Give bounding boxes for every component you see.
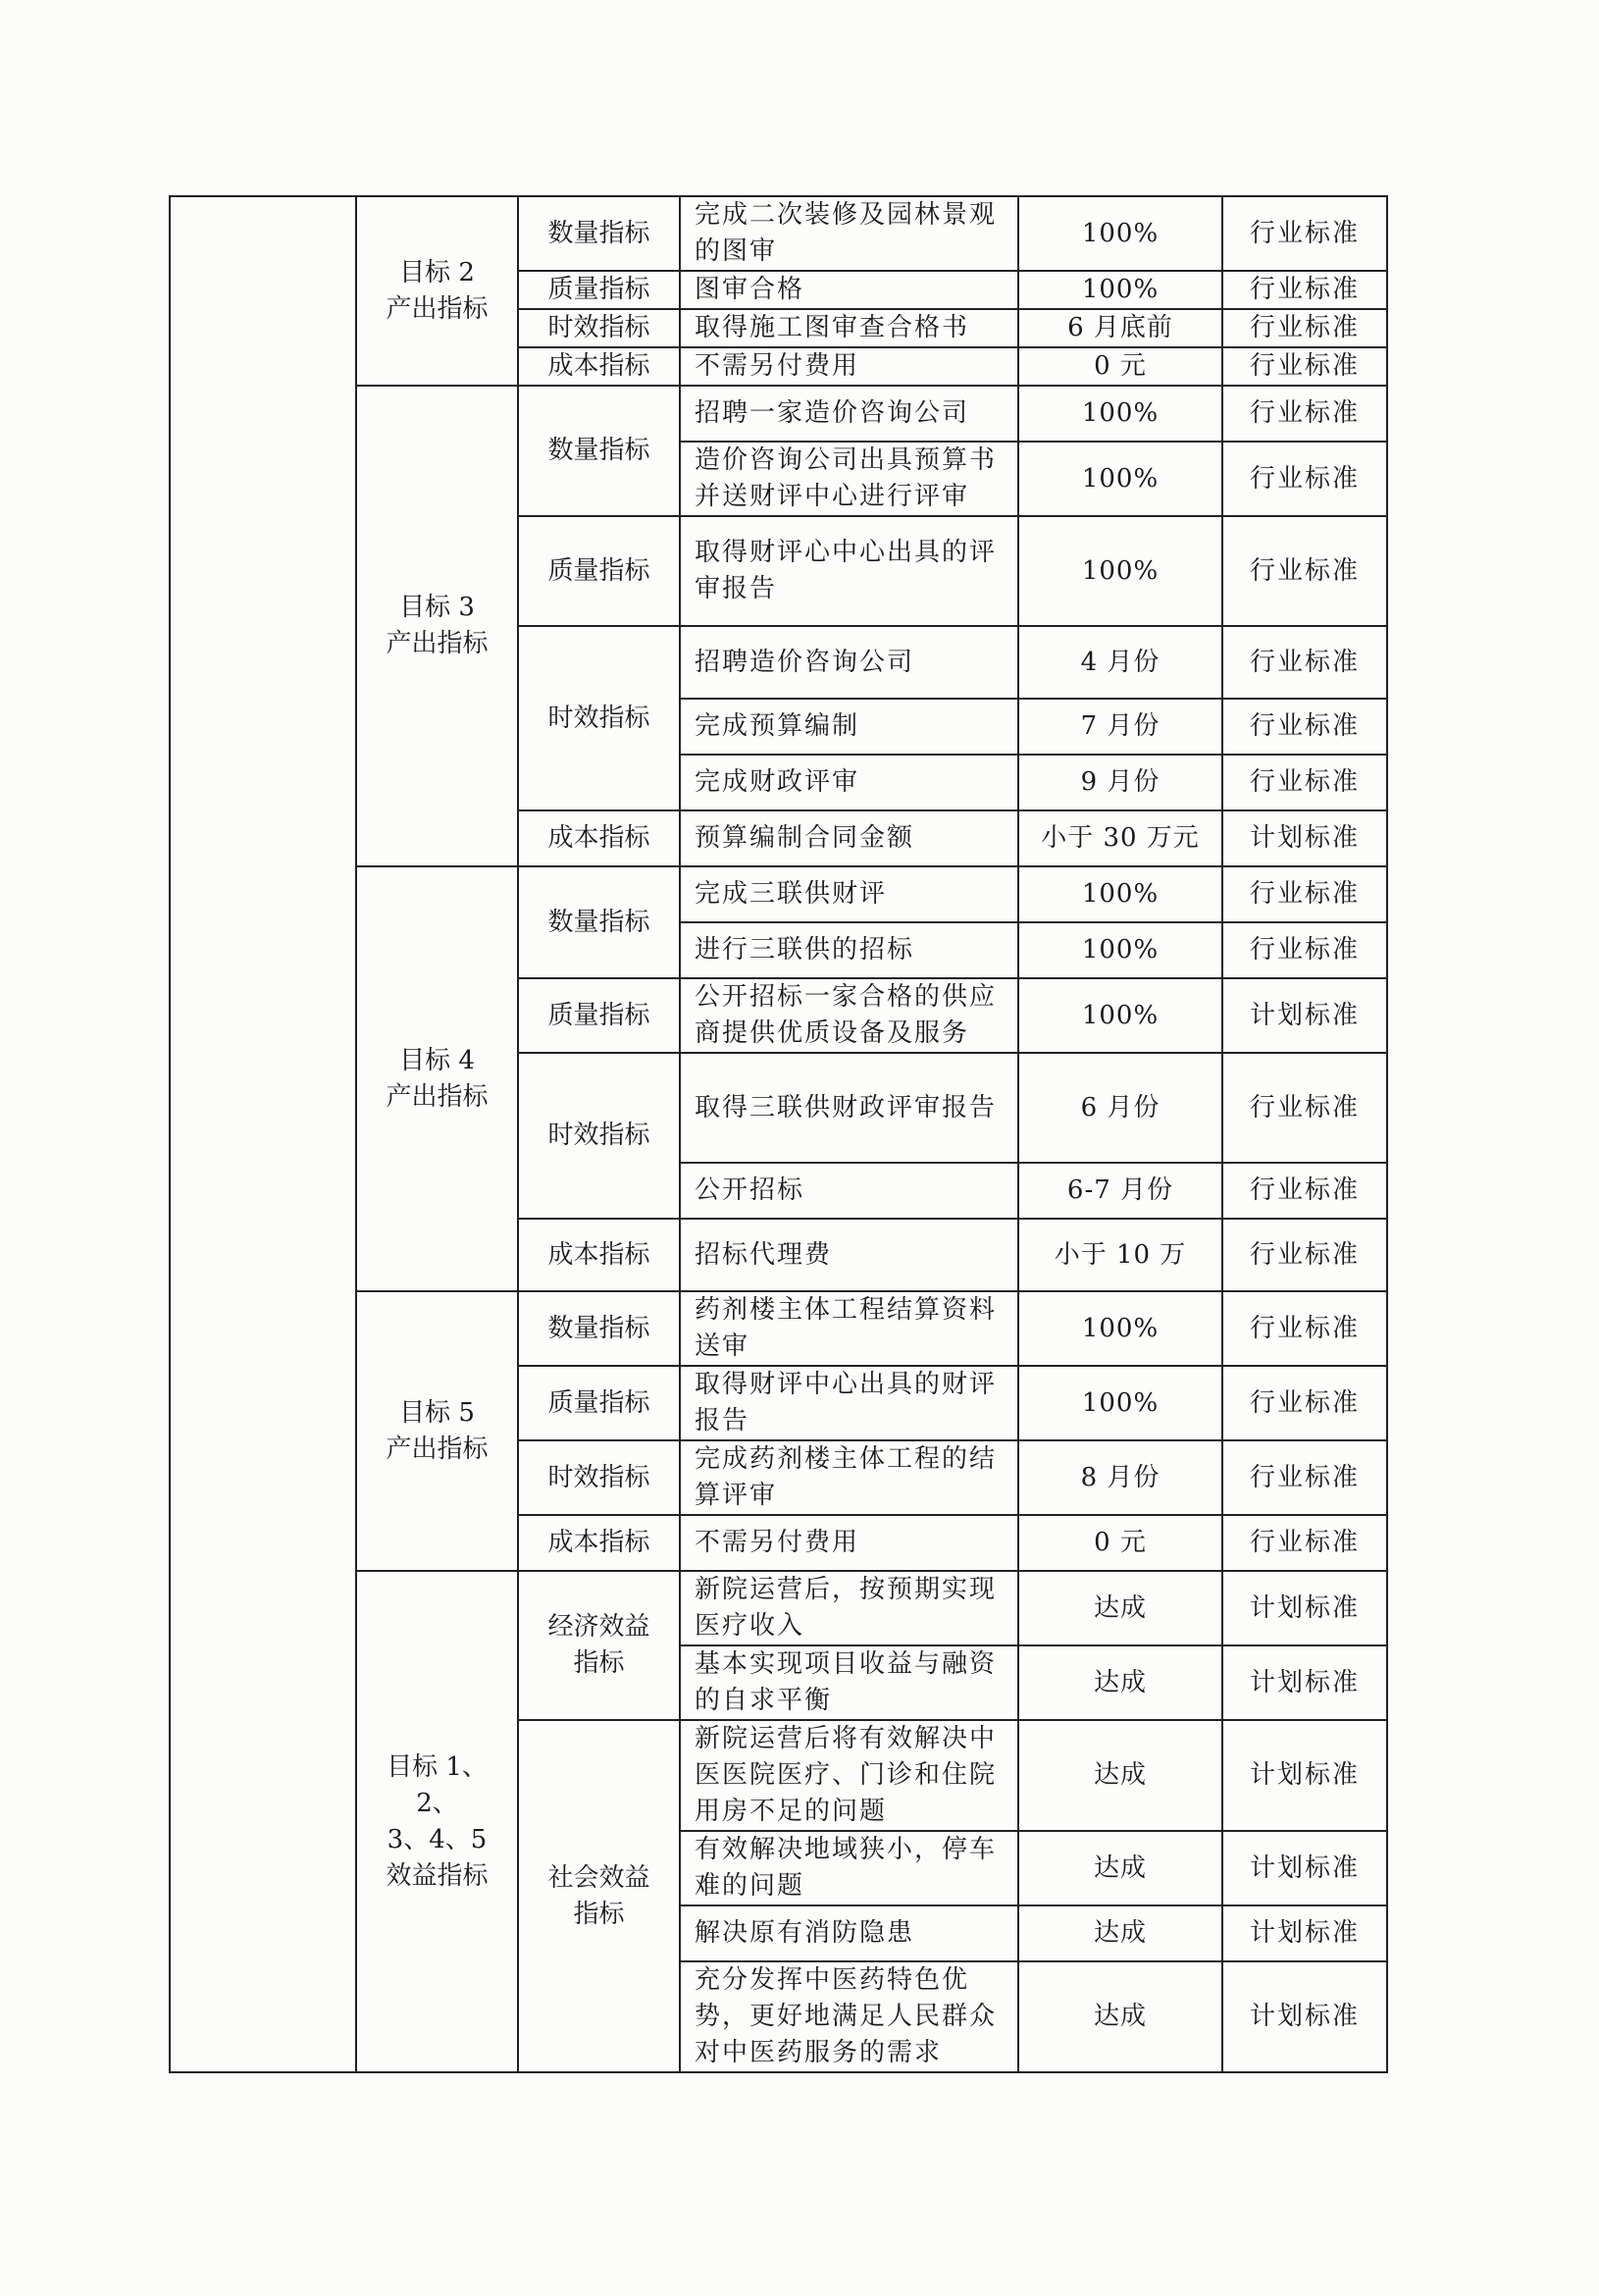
indicator-standard: 行业标准 — [1222, 1053, 1387, 1163]
indicator-value: 达成 — [1018, 1571, 1222, 1645]
indicator-value: 小于 30 万元 — [1018, 810, 1222, 866]
indicator-text: 取得三联供财政评审报告 — [680, 1053, 1018, 1163]
indicator-standard: 计划标准 — [1222, 1571, 1387, 1645]
indicator-value: 7 月份 — [1018, 699, 1222, 755]
indicator-standard: 行业标准 — [1222, 1515, 1387, 1571]
indicator-value: 6 月份 — [1018, 1053, 1222, 1163]
indicator-category: 数量指标 — [518, 196, 680, 271]
indicator-text: 有效解决地域狭小，停车难的问题 — [680, 1831, 1018, 1905]
indicator-category: 成本指标 — [518, 810, 680, 866]
indicator-standard: 行业标准 — [1222, 196, 1387, 271]
indicator-value: 达成 — [1018, 1720, 1222, 1831]
goal-label: 目标 2 产出指标 — [356, 196, 518, 386]
indicator-category: 时效指标 — [518, 1440, 680, 1515]
indicator-category: 社会效益 指标 — [518, 1720, 680, 2072]
indicator-value: 100% — [1018, 196, 1222, 271]
indicator-value: 小于 10 万 — [1018, 1219, 1222, 1291]
indicator-text: 药剂楼主体工程结算资料送审 — [680, 1291, 1018, 1366]
indicator-text: 造价咨询公司出具预算书并送财评中心进行评审 — [680, 442, 1018, 516]
indicator-category: 质量指标 — [518, 271, 680, 309]
indicator-standard: 行业标准 — [1222, 1291, 1387, 1366]
indicator-standard: 行业标准 — [1222, 271, 1387, 309]
indicator-text: 不需另付费用 — [680, 347, 1018, 386]
indicator-value: 100% — [1018, 386, 1222, 442]
indicator-category: 时效指标 — [518, 309, 680, 347]
indicator-value: 100% — [1018, 978, 1222, 1053]
goal-label: 目标 3 产出指标 — [356, 386, 518, 866]
indicator-standard: 行业标准 — [1222, 516, 1387, 626]
indicator-standard: 行业标准 — [1222, 755, 1387, 810]
indicator-standard: 行业标准 — [1222, 1440, 1387, 1515]
indicator-category: 时效指标 — [518, 626, 680, 810]
indicator-text: 完成财政评审 — [680, 755, 1018, 810]
indicator-standard: 行业标准 — [1222, 347, 1387, 386]
indicator-value: 0 元 — [1018, 347, 1222, 386]
indicator-text: 新院运营后将有效解决中医医院医疗、门诊和住院用房不足的问题 — [680, 1720, 1018, 1831]
indicator-category: 质量指标 — [518, 516, 680, 626]
goal-label: 目标 4 产出指标 — [356, 866, 518, 1291]
indicator-text: 完成预算编制 — [680, 699, 1018, 755]
indicator-text: 新院运营后，按预期实现医疗收入 — [680, 1571, 1018, 1645]
indicator-value: 4 月份 — [1018, 626, 1222, 699]
indicator-category: 成本指标 — [518, 1219, 680, 1291]
indicator-value: 100% — [1018, 271, 1222, 309]
indicator-text: 完成药剂楼主体工程的结算评审 — [680, 1440, 1018, 1515]
indicator-category: 质量指标 — [518, 978, 680, 1053]
indicator-value: 100% — [1018, 1291, 1222, 1366]
indicator-standard: 计划标准 — [1222, 1831, 1387, 1905]
indicator-value: 达成 — [1018, 1905, 1222, 1961]
indicator-text: 取得财评心中心出具的评审报告 — [680, 516, 1018, 626]
indicator-value: 6 月底前 — [1018, 309, 1222, 347]
indicator-value: 8 月份 — [1018, 1440, 1222, 1515]
indicator-text: 取得财评中心出具的财评报告 — [680, 1366, 1018, 1440]
indicator-standard: 行业标准 — [1222, 1163, 1387, 1219]
indicator-standard: 计划标准 — [1222, 1645, 1387, 1720]
indicator-category: 时效指标 — [518, 1053, 680, 1219]
indicator-text: 图审合格 — [680, 271, 1018, 309]
performance-indicator-table — [169, 195, 1388, 2073]
indicator-standard: 计划标准 — [1222, 1961, 1387, 2072]
indicator-category: 质量指标 — [518, 1366, 680, 1440]
indicator-value: 100% — [1018, 1366, 1222, 1440]
indicator-text: 完成三联供财评 — [680, 866, 1018, 922]
indicator-category: 数量指标 — [518, 866, 680, 978]
indicator-category: 数量指标 — [518, 386, 680, 516]
indicator-standard: 行业标准 — [1222, 1366, 1387, 1440]
table-row — [170, 196, 1387, 271]
indicator-value: 6-7 月份 — [1018, 1163, 1222, 1219]
indicator-standard: 计划标准 — [1222, 978, 1387, 1053]
indicator-value: 达成 — [1018, 1831, 1222, 1905]
blank-first-column — [170, 196, 356, 2072]
indicator-value: 达成 — [1018, 1645, 1222, 1720]
indicator-standard: 行业标准 — [1222, 386, 1387, 442]
indicator-value: 100% — [1018, 516, 1222, 626]
indicator-standard: 行业标准 — [1222, 626, 1387, 699]
indicator-text: 基本实现项目收益与融资的自求平衡 — [680, 1645, 1018, 1720]
indicator-category: 经济效益 指标 — [518, 1571, 680, 1720]
indicator-category: 成本指标 — [518, 1515, 680, 1571]
indicator-value: 100% — [1018, 922, 1222, 978]
indicator-standard: 行业标准 — [1222, 866, 1387, 922]
indicator-text: 公开招标 — [680, 1163, 1018, 1219]
indicator-value: 达成 — [1018, 1961, 1222, 2072]
indicator-text: 招聘造价咨询公司 — [680, 626, 1018, 699]
indicator-value: 100% — [1018, 442, 1222, 516]
indicator-value: 0 元 — [1018, 1515, 1222, 1571]
indicator-value: 100% — [1018, 866, 1222, 922]
indicator-text: 公开招标一家合格的供应商提供优质设备及服务 — [680, 978, 1018, 1053]
indicator-category: 成本指标 — [518, 347, 680, 386]
indicator-value: 9 月份 — [1018, 755, 1222, 810]
indicator-standard: 行业标准 — [1222, 442, 1387, 516]
indicator-standard: 计划标准 — [1222, 810, 1387, 866]
indicator-text: 预算编制合同金额 — [680, 810, 1018, 866]
indicator-text: 招聘一家造价咨询公司 — [680, 386, 1018, 442]
table-body — [170, 196, 1387, 2072]
indicator-standard: 行业标准 — [1222, 1219, 1387, 1291]
indicator-category: 数量指标 — [518, 1291, 680, 1366]
indicator-standard: 计划标准 — [1222, 1905, 1387, 1961]
indicator-standard: 行业标准 — [1222, 922, 1387, 978]
indicator-text: 取得施工图审查合格书 — [680, 309, 1018, 347]
indicator-text: 招标代理费 — [680, 1219, 1018, 1291]
indicator-text: 不需另付费用 — [680, 1515, 1018, 1571]
indicator-text: 充分发挥中医药特色优势，更好地满足人民群众对中医药服务的需求 — [680, 1961, 1018, 2072]
indicator-text: 解决原有消防隐患 — [680, 1905, 1018, 1961]
indicator-standard: 行业标准 — [1222, 309, 1387, 347]
goal-label: 目标 5 产出指标 — [356, 1291, 518, 1571]
indicator-standard: 行业标准 — [1222, 699, 1387, 755]
indicator-standard: 计划标准 — [1222, 1720, 1387, 1831]
goal-label: 目标 1、2、 3、4、5 效益指标 — [356, 1571, 518, 2072]
indicator-text: 进行三联供的招标 — [680, 922, 1018, 978]
indicator-text: 完成二次装修及园林景观的图审 — [680, 196, 1018, 271]
